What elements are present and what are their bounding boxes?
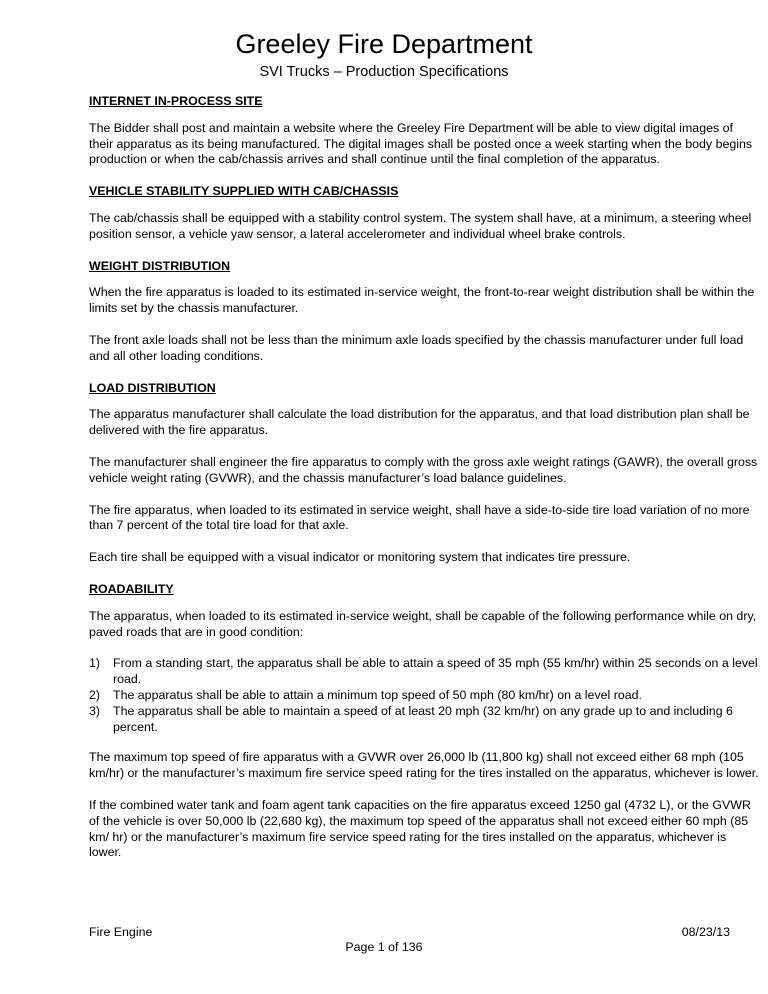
- numbered-list: [89, 656, 759, 735]
- section-roadability: [89, 582, 759, 861]
- section-vehicle-stability: [89, 184, 759, 242]
- paragraph: The Bidder shall post and maintain a website where the Greeley Fire Department will be able to view digital images of their apparatus as its being manufactured. The digital images shall be posted once a week starting when the body begins production or when the cab/chassis arrives and shall continue until the final completion of the apparatus.: [89, 120, 753, 167]
- list-item: [89, 656, 759, 688]
- paragraph: The manufacturer shall engineer the fire apparatus to comply with the gross axle weight ratings (GAWR), the overall gross vehicle weight rating (GVWR), and the chassis manufacturer’s load balance guidelines.: [89, 454, 758, 485]
- section-heading: WEIGHT DISTRIBUTION: [89, 258, 231, 273]
- page-subtitle: SVI Trucks – Production Specifications: [259, 64, 509, 80]
- footer-document-name: Fire Engine: [89, 925, 153, 939]
- page-title: Greeley Fire Department: [235, 29, 533, 59]
- document-body: [89, 94, 759, 877]
- list-text: The apparatus shall be able to attain a minimum top speed of 50 mph (80 km/hr) on a level road.: [113, 687, 642, 702]
- paragraph: The front axle loads shall not be less than the minimum axle loads specified by the chassis manufacturer under full load and all other loading conditions.: [89, 332, 744, 363]
- paragraph: Each tire shall be equipped with a visual indicator or monitoring system that indicates tire pressure.: [89, 550, 631, 565]
- paragraph: The maximum top speed of fire apparatus with a GVWR over 26,000 lb (11,800 kg) shall not exceed either 68 mph (105 km/hr) or the manufacturer’s maximum fire service speed rating for the tires installed on the apparatus, whichever is lower.: [89, 750, 759, 781]
- paragraph: The fire apparatus, when loaded to its estimated in service weight, shall have a side-to-side tire load variation of no more than 7 percent of the total tire load for that axle.: [89, 502, 750, 533]
- paragraph: The cab/chassis shall be equipped with a stability control system. The system shall have, at a minimum, a steering wheel position sensor, a vehicle yaw sensor, a lateral accelerometer and individual wheel brake controls.: [89, 210, 752, 241]
- section-heading: VEHICLE STABILITY SUPPLIED WITH CAB/CHASSIS: [89, 184, 399, 199]
- list-number: 1): [89, 656, 101, 671]
- section-internet-in-process-site: [89, 94, 759, 168]
- paragraph: The apparatus manufacturer shall calculate the load distribution for the apparatus, and that load distribution plan shall be delivered with the fire apparatus.: [89, 407, 750, 438]
- section-heading: ROADABILITY: [89, 581, 174, 596]
- footer-date: 08/23/13: [681, 925, 730, 939]
- paragraph: If the combined water tank and foam agent tank capacities on the fire apparatus exceed 1250 gal (4732 L), or the GVWR of the vehicle is over 50,000 lb (22,680 kg), the maximum top speed of the apparatus shall not exceed either 60 mph (85 km/ hr) or the manufacturer’s maximum fire service speed rating for the tires installed on the apparatus, whichever is lower.: [89, 797, 751, 860]
- list-number: 3): [89, 703, 101, 718]
- section-heading: INTERNET IN-PROCESS SITE: [89, 94, 263, 108]
- list-item: [89, 688, 759, 704]
- paragraph: The apparatus, when loaded to its estimated in-service weight, shall be capable of the following performance while on dry, paved roads that are in good condition:: [89, 608, 757, 639]
- list-item: [89, 704, 759, 736]
- list-text: From a standing start, the apparatus shall be able to attain a speed of 35 mph (55 km/hr) within 25 seconds on a level road.: [113, 656, 758, 687]
- section-heading: LOAD DISTRIBUTION: [89, 380, 216, 395]
- paragraph: When the fire apparatus is loaded to its estimated in-service weight, the front-to-rear weight distribution shall be within the limits set by the chassis manufacturer.: [89, 285, 755, 316]
- section-load-distribution: [89, 381, 759, 566]
- section-weight-distribution: [89, 259, 759, 365]
- list-text: The apparatus shall be able to maintain a speed of at least 20 mph (32 km/hr) on any grade up to and including 6 percent.: [113, 703, 733, 734]
- list-number: 2): [89, 687, 101, 702]
- footer-page-number: Page 1 of 136: [345, 940, 423, 954]
